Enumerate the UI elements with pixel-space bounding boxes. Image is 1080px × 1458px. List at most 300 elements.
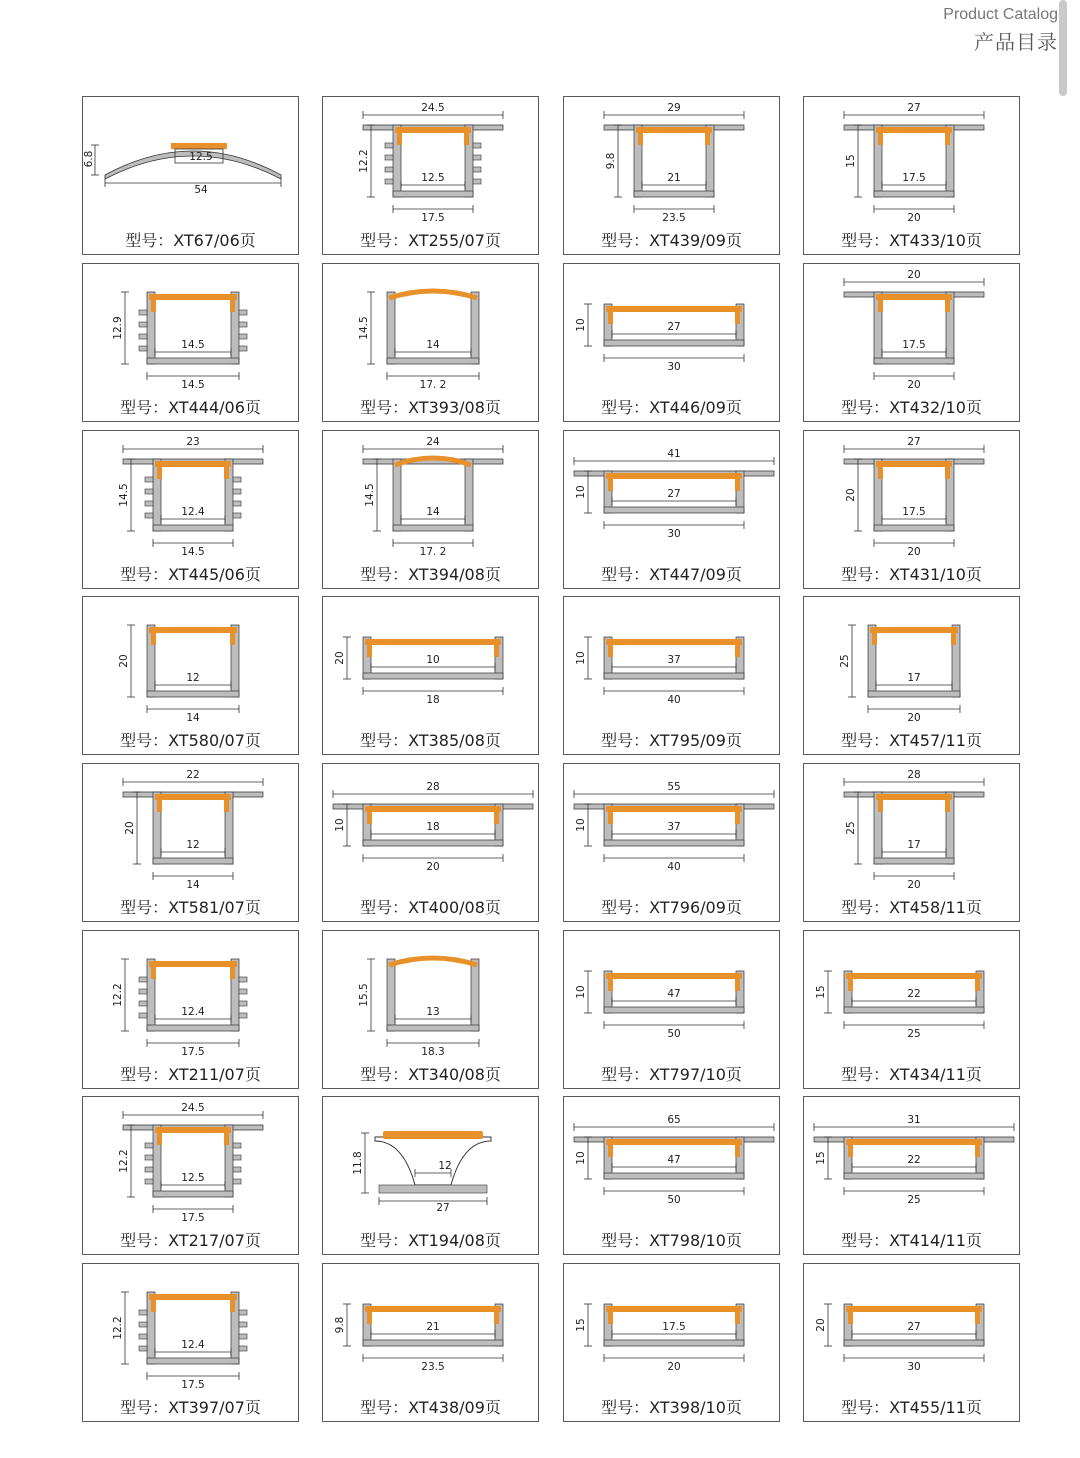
product-card[interactable]	[563, 430, 780, 589]
dimension-label: 23.5	[662, 212, 686, 224]
dimension-label: 30	[907, 1361, 921, 1373]
led-strip	[636, 127, 712, 133]
model-label: 型号：XT393/08页	[360, 398, 501, 417]
dimension-label: 40	[667, 861, 681, 873]
profile-base	[393, 191, 473, 197]
dimension-label: 12	[186, 672, 200, 684]
dimension-label: 12.9	[112, 316, 124, 340]
model-label: 型号：XT255/07页	[360, 231, 501, 250]
dimension-label: 10	[575, 985, 587, 999]
profile-rib	[139, 346, 147, 351]
product-card[interactable]	[322, 930, 539, 1089]
product-card[interactable]	[82, 1263, 299, 1422]
product-card[interactable]	[563, 1263, 780, 1422]
led-strip	[365, 806, 501, 812]
profile-base	[874, 191, 954, 197]
dimension-label: 14.5	[364, 483, 376, 507]
dimension-label: 12.4	[181, 1006, 205, 1018]
led-strip	[870, 627, 958, 633]
scrollbar[interactable]	[1059, 0, 1067, 96]
model-label: 型号：XT432/10页	[841, 398, 982, 417]
led-strip	[876, 461, 952, 467]
led-clip-right	[224, 467, 229, 479]
led-clip-left	[151, 967, 156, 979]
led-clip-left	[848, 979, 853, 991]
model-label: 型号：XT796/09页	[601, 898, 742, 917]
product-card[interactable]	[82, 596, 299, 755]
profile-rib	[385, 167, 393, 172]
dimension-label: 13	[426, 1006, 440, 1018]
model-label: 型号：XT798/10页	[601, 1231, 742, 1250]
profile-rib	[239, 1334, 247, 1339]
product-card[interactable]	[322, 96, 539, 255]
model-label: 型号：XT447/09页	[601, 565, 742, 584]
dimension-label: 50	[667, 1028, 681, 1040]
led-clip-right	[945, 800, 950, 812]
dimension-label: 14	[186, 712, 200, 724]
led-strip	[389, 958, 477, 965]
dimension-label: 10	[575, 485, 587, 499]
profile-drawing	[804, 264, 1021, 399]
dimension-label: 21	[426, 1321, 440, 1333]
model-label: 型号：XT433/10页	[841, 231, 982, 250]
led-clip-right	[230, 300, 235, 312]
dimension-label: 25	[845, 821, 857, 835]
led-clip-right	[945, 300, 950, 312]
dimension-label: 17. 2	[419, 546, 447, 558]
profile-base	[393, 525, 473, 531]
dimension-label: 20	[124, 821, 136, 835]
profile-rib	[239, 1310, 247, 1315]
dimension-label: 14.5	[118, 483, 130, 507]
dimension-label: 17. 2	[419, 379, 447, 391]
dimension-label: 24.5	[421, 102, 445, 114]
product-card[interactable]	[563, 1096, 780, 1255]
profile-rib	[139, 334, 147, 339]
dimension-label: 27	[667, 321, 681, 333]
led-strip	[155, 1127, 231, 1133]
profile-rib	[239, 322, 247, 327]
model-label: 型号：XT400/08页	[360, 898, 501, 917]
profile-base	[363, 840, 503, 846]
dimension-label: 54	[194, 184, 208, 196]
dimension-label: 9.8	[334, 1316, 346, 1334]
dimension-label: 27	[907, 102, 921, 114]
led-strip	[365, 1306, 501, 1312]
model-label: 型号：XT458/11页	[841, 898, 982, 917]
dimension-label: 20	[426, 861, 440, 873]
profile-rib	[239, 346, 247, 351]
dimension-label: 12.2	[112, 1316, 124, 1340]
profile-base	[604, 340, 744, 346]
model-label: 型号：XT398/10页	[601, 1398, 742, 1417]
led-strip	[383, 1131, 483, 1139]
profile-drawing	[804, 931, 1021, 1066]
dimension-label: 20	[815, 1318, 827, 1332]
led-strip	[606, 473, 742, 479]
model-label: 型号：XT414/11页	[841, 1231, 982, 1250]
dimension-label: 30	[667, 528, 681, 540]
model-label: 型号：XT446/09页	[601, 398, 742, 417]
model-label: 型号：XT439/09页	[601, 231, 742, 250]
dimension-label: 65	[667, 1114, 681, 1126]
profile-rib	[239, 334, 247, 339]
profile-drawing	[83, 764, 300, 899]
dimension-label: 17.5	[662, 1321, 686, 1333]
product-card[interactable]	[803, 263, 1020, 422]
dimension-label: 17	[907, 839, 921, 851]
dimension-label: 37	[667, 821, 681, 833]
profile-rib	[233, 501, 241, 506]
profile-base	[604, 507, 744, 513]
led-clip-left	[367, 1312, 372, 1324]
product-card[interactable]	[322, 1096, 539, 1255]
dimension-label: 22	[186, 769, 200, 781]
profile-drawing	[804, 1264, 1021, 1399]
led-strip	[606, 1306, 742, 1312]
profile-drawing	[564, 764, 781, 899]
profile-base	[153, 858, 233, 864]
profile-wall-left	[393, 459, 401, 531]
dimension-label: 14.5	[181, 546, 205, 558]
profile-rib	[145, 477, 153, 482]
profile-rib	[233, 489, 241, 494]
product-card[interactable]	[803, 1263, 1020, 1422]
led-strip	[395, 127, 471, 133]
profile-rib	[233, 513, 241, 518]
profile-rib	[139, 322, 147, 327]
profile-drawing	[564, 431, 781, 566]
profile-drawing	[564, 264, 781, 399]
led-clip-left	[878, 133, 883, 145]
dimension-label: 15.5	[358, 983, 370, 1007]
led-strip	[171, 143, 227, 149]
profile-rib	[145, 489, 153, 494]
profile-rib	[385, 179, 393, 184]
product-card[interactable]	[322, 263, 539, 422]
dimension-label: 12.2	[118, 1149, 130, 1173]
profile-drawing	[804, 1097, 1021, 1232]
dimension-label: 12.2	[112, 983, 124, 1007]
profile-drawing	[804, 97, 1021, 232]
led-clip-left	[367, 645, 372, 657]
model-label: 型号：XT67/06页	[125, 231, 256, 250]
model-label: 型号：XT217/07页	[120, 1231, 261, 1250]
led-clip-right	[735, 1145, 740, 1157]
profile-base	[874, 358, 954, 364]
profile-rib	[145, 501, 153, 506]
profile-wall-right	[471, 292, 479, 364]
dimension-label: 9.8	[605, 152, 617, 170]
profile-drawing	[804, 764, 1021, 899]
product-card[interactable]	[803, 930, 1020, 1089]
dimension-label: 12.4	[181, 506, 205, 518]
dimension-label: 10	[426, 654, 440, 666]
model-label: 型号：XT194/08页	[360, 1231, 501, 1250]
model-label: 型号：XT580/07页	[120, 731, 261, 750]
product-card[interactable]	[563, 263, 780, 422]
profile-rib	[233, 1143, 241, 1148]
dimension-label: 29	[667, 102, 681, 114]
profile-rib	[239, 310, 247, 315]
product-card[interactable]	[322, 1263, 539, 1422]
led-strip	[155, 794, 231, 800]
led-clip-right	[705, 133, 710, 145]
product-card[interactable]	[803, 96, 1020, 255]
led-strip	[149, 627, 237, 633]
dimension-label: 10	[334, 818, 346, 832]
profile-base	[604, 1007, 744, 1013]
product-card[interactable]	[563, 930, 780, 1089]
profile-rib	[139, 1346, 147, 1351]
product-card[interactable]	[82, 763, 299, 922]
led-clip-left	[157, 800, 162, 812]
led-clip-left	[157, 1133, 162, 1145]
dimension-label: 11.8	[352, 1151, 364, 1175]
profile-rib	[473, 155, 481, 160]
dimension-label: 55	[667, 781, 681, 793]
dimension-label: 18.3	[421, 1046, 445, 1058]
dimension-label: 12.4	[181, 1339, 205, 1351]
led-strip	[846, 1139, 982, 1145]
led-strip	[876, 127, 952, 133]
dimension-label: 14	[426, 506, 440, 518]
profile-drawing	[83, 1097, 300, 1232]
profile-base	[634, 191, 714, 197]
led-clip-left	[367, 812, 372, 824]
dimension-label: 17.5	[902, 506, 926, 518]
dimension-label: 27	[667, 488, 681, 500]
product-card[interactable]	[322, 430, 539, 589]
profile-drawing	[323, 97, 540, 232]
product-card[interactable]	[82, 430, 299, 589]
dimension-label: 17	[907, 672, 921, 684]
product-card[interactable]	[563, 596, 780, 755]
dimension-label: 17.5	[902, 339, 926, 351]
product-card[interactable]	[563, 763, 780, 922]
led-strip	[876, 294, 952, 300]
profile-drawing	[804, 597, 1021, 732]
profile-drawing	[564, 597, 781, 732]
profile-rib	[139, 977, 147, 982]
led-clip-left	[608, 812, 613, 824]
profile-base	[604, 1173, 744, 1179]
dimension-label: 25	[907, 1194, 921, 1206]
led-clip-left	[397, 133, 402, 145]
led-strip	[606, 806, 742, 812]
led-clip-right	[224, 1133, 229, 1145]
profile-drawing	[323, 764, 540, 899]
dimension-label: 12	[438, 1160, 452, 1172]
dimension-label: 14	[426, 339, 440, 351]
led-strip	[149, 294, 237, 300]
profile-base	[153, 1191, 233, 1197]
dimension-label: 17.5	[181, 1046, 205, 1058]
led-clip-left	[157, 467, 162, 479]
profile-drawing	[564, 1097, 781, 1232]
profile-rib	[385, 143, 393, 148]
profile-rib	[145, 1155, 153, 1160]
dimension-label: 22	[907, 988, 921, 1000]
led-clip-right	[464, 133, 469, 145]
dimension-label: 20	[334, 651, 346, 665]
profile-rib	[145, 513, 153, 518]
dimension-label: 28	[907, 769, 921, 781]
led-clip-left	[638, 133, 643, 145]
led-clip-right	[735, 1312, 740, 1324]
profile-base	[147, 691, 239, 697]
dimension-label: 12.5	[181, 1172, 205, 1184]
profile-rib	[139, 1001, 147, 1006]
profile-rib	[233, 1167, 241, 1172]
profile-base	[147, 358, 239, 364]
product-card[interactable]	[803, 596, 1020, 755]
profile-drawing	[323, 264, 540, 399]
model-label: 型号：XT385/08页	[360, 731, 501, 750]
profile-rib	[233, 1179, 241, 1184]
profile-rib	[473, 167, 481, 172]
profile-rib	[239, 1013, 247, 1018]
profile-wall-left	[387, 959, 395, 1031]
model-label: 型号：XT797/10页	[601, 1065, 742, 1084]
dimension-label: 40	[667, 694, 681, 706]
product-card[interactable]	[322, 763, 539, 922]
profile-base	[604, 840, 744, 846]
profile-rib	[385, 155, 393, 160]
catalog-title-en: Product Catalog	[943, 6, 1058, 23]
led-clip-left	[608, 1312, 613, 1324]
dimension-label: 25	[839, 654, 851, 668]
profile-base	[147, 1358, 239, 1364]
dimension-label: 23.5	[421, 1361, 445, 1373]
dimension-label: 15	[815, 1151, 827, 1165]
profile-drawing	[83, 431, 300, 566]
led-clip-right	[230, 633, 235, 645]
led-clip-left	[608, 645, 613, 657]
product-card[interactable]	[82, 263, 299, 422]
profile-base	[604, 1340, 744, 1346]
led-strip	[606, 973, 742, 979]
dimension-label: 10	[575, 318, 587, 332]
dimension-label: 12.5	[189, 151, 213, 163]
dimension-label: 18	[426, 694, 440, 706]
profile-rib	[139, 1322, 147, 1327]
profile-rib	[239, 977, 247, 982]
dimension-label: 10	[575, 818, 587, 832]
led-clip-right	[494, 645, 499, 657]
led-clip-right	[735, 812, 740, 824]
profile-base	[604, 673, 744, 679]
led-clip-left	[848, 1312, 853, 1324]
led-clip-right	[735, 979, 740, 991]
product-card[interactable]	[563, 96, 780, 255]
dimension-label: 24.5	[181, 1102, 205, 1114]
product-card[interactable]	[82, 96, 299, 255]
profile-base	[363, 673, 503, 679]
dimension-label: 20	[667, 1361, 681, 1373]
dimension-label: 17.5	[181, 1379, 205, 1391]
led-strip	[155, 461, 231, 467]
led-clip-right	[975, 1312, 980, 1324]
profile-base	[844, 1173, 984, 1179]
model-label: 型号：XT431/10页	[841, 565, 982, 584]
profile-drawing	[83, 97, 300, 232]
model-label: 型号：XT795/09页	[601, 731, 742, 750]
model-label: 型号：XT444/06页	[120, 398, 261, 417]
dimension-label: 17.5	[421, 212, 445, 224]
led-strip	[606, 639, 742, 645]
product-card[interactable]	[803, 430, 1020, 589]
led-strip	[606, 1139, 742, 1145]
product-card[interactable]	[82, 930, 299, 1089]
led-clip-right	[945, 133, 950, 145]
profile-base	[387, 1025, 479, 1031]
product-card[interactable]	[322, 596, 539, 755]
product-card[interactable]	[803, 1096, 1020, 1255]
dimension-label: 37	[667, 654, 681, 666]
model-label: 型号：XT397/07页	[120, 1398, 261, 1417]
led-strip	[606, 306, 742, 312]
led-clip-left	[151, 1300, 156, 1312]
dimension-label: 15	[845, 154, 857, 168]
led-clip-right	[494, 1312, 499, 1324]
led-strip	[846, 973, 982, 979]
dimension-label: 10	[575, 651, 587, 665]
led-clip-left	[878, 300, 883, 312]
dimension-label: 15	[575, 1318, 587, 1332]
model-label: 型号：XT394/08页	[360, 565, 501, 584]
profile-drawing	[564, 97, 781, 232]
dimension-label: 17.5	[181, 1212, 205, 1224]
profile-rib	[239, 1001, 247, 1006]
dimension-label: 21	[667, 172, 681, 184]
profile-rib	[473, 179, 481, 184]
profile-drawing	[323, 1097, 540, 1232]
dimension-label: 31	[907, 1114, 921, 1126]
dimension-label: 24	[426, 436, 440, 448]
profile-drawing	[323, 431, 540, 566]
profile-rib	[139, 1013, 147, 1018]
model-label: 型号：XT457/11页	[841, 731, 982, 750]
product-grid	[82, 96, 1024, 1424]
profile-base	[387, 358, 479, 364]
profile-rib	[233, 1155, 241, 1160]
led-clip-left	[878, 800, 883, 812]
profile-body	[375, 1137, 491, 1185]
product-card[interactable]	[82, 1096, 299, 1255]
profile-rib	[139, 1310, 147, 1315]
led-clip-right	[951, 633, 956, 645]
profile-base	[363, 1340, 503, 1346]
profile-wall-left	[387, 292, 395, 364]
product-card[interactable]	[803, 763, 1020, 922]
profile-rib	[233, 477, 241, 482]
led-clip-right	[494, 812, 499, 824]
profile-base	[147, 1025, 239, 1031]
profile-rib	[145, 1143, 153, 1148]
profile-rib	[139, 989, 147, 994]
profile-rib	[139, 310, 147, 315]
dimension-label: 20	[907, 879, 921, 891]
led-clip-left	[872, 633, 877, 645]
led-clip-right	[230, 967, 235, 979]
led-clip-right	[230, 1300, 235, 1312]
dimension-label: 20	[907, 212, 921, 224]
led-clip-left	[608, 979, 613, 991]
dimension-label: 17.5	[902, 172, 926, 184]
led-strip	[389, 291, 477, 298]
dimension-label: 30	[667, 361, 681, 373]
